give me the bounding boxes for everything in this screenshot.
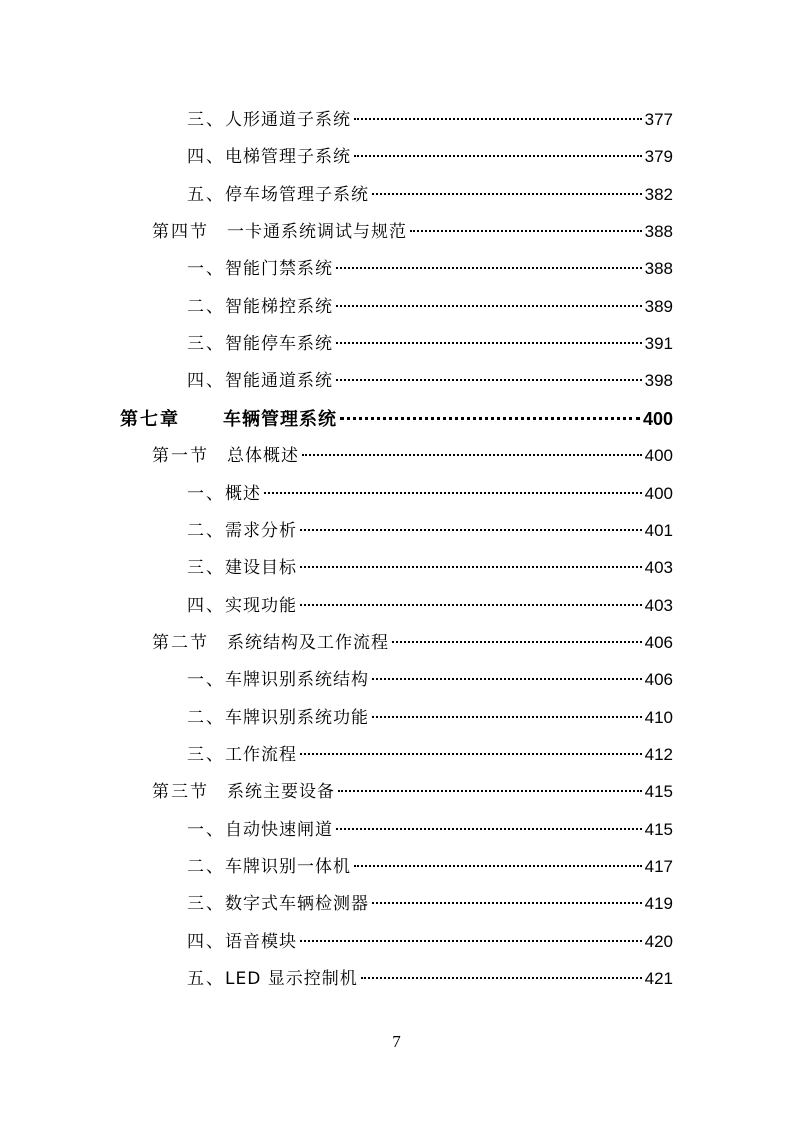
toc-entry[interactable]	[187, 144, 673, 170]
toc-entry[interactable]	[187, 182, 673, 208]
toc-dot-leader	[372, 716, 642, 718]
toc-entry[interactable]	[187, 256, 673, 282]
toc-entry-number: 五、	[187, 185, 225, 205]
toc-dot-leader	[300, 753, 642, 755]
toc-entry-page: 403	[644, 558, 673, 577]
toc-entry-number: 三、	[187, 745, 225, 765]
toc-dot-leader	[264, 492, 642, 494]
toc-entry-title: 系统主要设备	[227, 782, 335, 802]
toc-dot-leader	[300, 604, 642, 606]
toc-entry[interactable]	[187, 107, 673, 133]
toc-entry[interactable]	[187, 891, 673, 917]
toc-dot-leader	[340, 417, 640, 420]
toc-chapter-entry[interactable]	[120, 406, 673, 432]
toc-dot-leader	[300, 529, 642, 531]
toc-entry-title: 实现功能	[225, 596, 297, 616]
toc-entry-title: 数字式车辆检测器	[225, 894, 369, 914]
toc-entry-page: 379	[644, 147, 673, 166]
toc-entry-page: 415	[644, 820, 673, 839]
toc-entry-page: 417	[644, 857, 673, 876]
toc-entry-page: 377	[644, 110, 673, 129]
toc-entry-page: 415	[644, 782, 673, 801]
toc-dot-leader	[302, 454, 642, 456]
toc-dot-leader	[361, 977, 642, 979]
toc-entry-number: 第二节	[152, 633, 209, 653]
toc-dot-leader	[336, 379, 642, 381]
toc-entry-title: 车辆管理系统	[223, 409, 337, 430]
toc-dot-leader	[338, 790, 642, 792]
toc-entry-title: 智能通道系统	[225, 371, 333, 391]
toc-dot-leader	[300, 566, 642, 568]
toc-entry-number: 四、	[187, 596, 225, 616]
toc-entry[interactable]	[187, 331, 673, 357]
toc-dot-leader	[372, 193, 642, 195]
toc-entry-page: 400	[644, 484, 673, 503]
toc-entry-number: 四、	[187, 371, 225, 391]
toc-entry[interactable]	[187, 368, 673, 394]
toc-entry-number: 五、	[187, 969, 225, 989]
toc-entry-title: 概述	[225, 484, 261, 504]
toc-dot-leader	[372, 902, 642, 904]
toc-entry-page: 410	[644, 708, 673, 727]
toc-dot-leader	[354, 155, 642, 157]
toc-entry-title: 智能门禁系统	[225, 259, 333, 279]
toc-entry-page: 400	[642, 409, 673, 429]
toc-entry-page: 389	[644, 297, 673, 316]
toc-entry-title: 工作流程	[225, 745, 297, 765]
toc-entry-title: 停车场管理子系统	[225, 185, 369, 205]
toc-entry-page: 388	[644, 259, 673, 278]
footer-page-number: 7	[392, 1032, 401, 1051]
toc-entry[interactable]	[152, 219, 673, 245]
toc-entry-page: 412	[644, 745, 673, 764]
toc-entry[interactable]	[187, 294, 673, 320]
toc-entry-title: 车牌识别系统功能	[225, 708, 369, 728]
toc-entry-title: 车牌识别系统结构	[225, 670, 369, 690]
toc-entry-title: 智能梯控系统	[225, 297, 333, 317]
toc-entry-number: 三、	[187, 558, 225, 578]
toc-dot-leader	[410, 230, 642, 232]
toc-entry[interactable]	[152, 630, 673, 656]
toc-entry-page: 406	[644, 633, 673, 652]
toc-dot-leader	[336, 267, 642, 269]
toc-dot-leader	[372, 678, 642, 680]
toc-entry-title: 智能停车系统	[225, 334, 333, 354]
toc-dot-leader	[354, 865, 642, 867]
toc-entry[interactable]	[187, 966, 673, 992]
toc-entry-title: 系统结构及工作流程	[227, 633, 389, 653]
toc-entry-number: 三、	[187, 110, 225, 130]
toc-entry-number: 二、	[187, 708, 225, 728]
toc-entry-number: 第四节	[152, 222, 209, 242]
toc-entry[interactable]	[152, 443, 673, 469]
toc-entry-title: 需求分析	[225, 521, 297, 541]
toc-entry-title: 语音模块	[225, 932, 297, 952]
toc-entry[interactable]	[187, 593, 673, 619]
toc-entry-title: 总体概述	[227, 446, 299, 466]
toc-entry-page: 398	[644, 371, 673, 390]
toc-entry-page: 406	[644, 670, 673, 689]
toc-entry-page: 400	[644, 446, 673, 465]
toc-entry-number: 四、	[187, 147, 225, 167]
toc-entry-number: 一、	[187, 259, 225, 279]
toc-entry[interactable]	[187, 667, 673, 693]
toc-dot-leader	[354, 118, 642, 120]
toc-entry-page: 421	[644, 969, 673, 988]
toc-entry[interactable]	[187, 817, 673, 843]
toc-entry-title: 人形通道子系统	[225, 110, 351, 130]
toc-entry[interactable]	[187, 742, 673, 768]
toc-entry-page: 419	[644, 894, 673, 913]
toc-entry-number: 第三节	[152, 782, 209, 802]
toc-entry-number: 一、	[187, 820, 225, 840]
toc-entry[interactable]	[152, 779, 673, 805]
toc-entry-page: 401	[644, 521, 673, 540]
toc-entry-number: 四、	[187, 932, 225, 952]
toc-entry[interactable]	[187, 854, 673, 880]
toc-entry-page: 382	[644, 185, 673, 204]
toc-entry-number: 三、	[187, 334, 225, 354]
toc-entry-number: 第七章	[120, 409, 180, 430]
toc-entry-number: 第一节	[152, 446, 209, 466]
toc-entry-title: 电梯管理子系统	[225, 147, 351, 167]
toc-entry-page: 403	[644, 596, 673, 615]
toc-entry[interactable]	[187, 929, 673, 955]
toc-entry-title: 车牌识别一体机	[225, 857, 351, 877]
toc-entry-title: 自动快速闸道	[225, 820, 333, 840]
toc-dot-leader	[336, 342, 642, 344]
toc-entry-page: 388	[644, 222, 673, 241]
toc-entry[interactable]	[187, 481, 673, 507]
toc-entry[interactable]	[187, 518, 673, 544]
toc-dot-leader	[300, 940, 642, 942]
toc-dot-leader	[336, 305, 642, 307]
toc-entry-number: 二、	[187, 857, 225, 877]
toc-entry[interactable]	[187, 555, 673, 581]
toc-entry-number: 一、	[187, 670, 225, 690]
toc-dot-leader	[392, 641, 642, 643]
toc-entry[interactable]	[187, 705, 673, 731]
toc-entry-title: 一卡通系统调试与规范	[227, 222, 407, 242]
toc-entry-number: 三、	[187, 894, 225, 914]
toc-entry-number: 一、	[187, 484, 225, 504]
toc-entry-page: 391	[644, 334, 673, 353]
toc-entry-page: 420	[644, 932, 673, 951]
toc-entry-title: LED 显示控制机	[225, 969, 358, 989]
toc-entry-number: 二、	[187, 297, 225, 317]
toc-entry-number: 二、	[187, 521, 225, 541]
toc-dot-leader	[336, 828, 642, 830]
toc-entry-title: 建设目标	[225, 558, 297, 578]
